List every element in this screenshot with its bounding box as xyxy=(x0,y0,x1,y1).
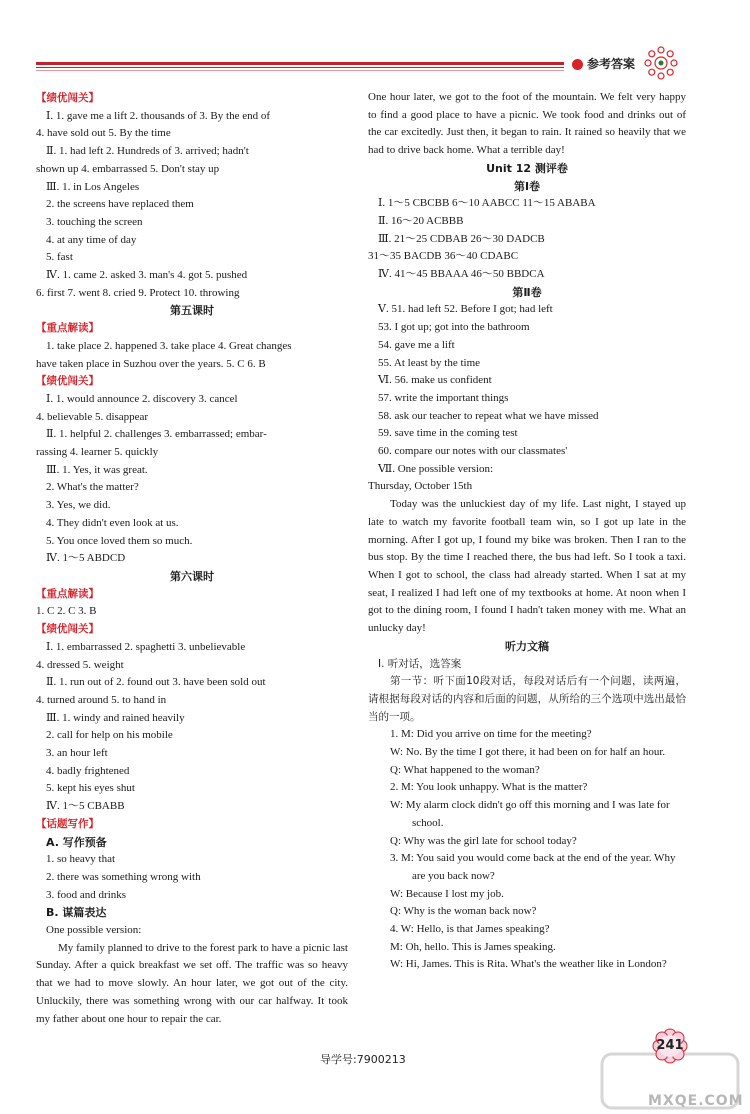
listening-instructions: 第一节：听下面10段对话，每段对话后有一个问题，读两遍，请根据每段对话的内容和后面的问题，从所给的三个选项中选出最恰当的一项。 xyxy=(368,675,686,723)
unit-heading: Unit 12 测评卷 xyxy=(486,161,568,175)
answer-line: 1. take place 2. happened 3. take place 4. Great changes xyxy=(46,339,292,352)
section-tag: 【话题写作】 xyxy=(36,817,99,830)
dialogue-line: 3. M: You said you would come back at the end of the year. Why are you back now? xyxy=(390,852,676,882)
dialogue-line: W: My alarm clock didn't go off this morning and I was late for school. xyxy=(390,799,670,829)
answer-line: Ⅱ. 1. had left 2. Hundreds of 3. arrived; hadn't xyxy=(46,145,249,158)
answer-line: 55. At least by the time xyxy=(378,356,481,369)
dialogue-line: 4. W: Hello, is that James speaking? xyxy=(390,923,550,936)
answer-line: Ⅶ. One possible version: xyxy=(378,462,494,475)
section-tag: 【绩优闯关】 xyxy=(36,623,99,636)
answer-line: 5. kept his eyes shut xyxy=(46,782,135,795)
answer-line: 4. believable 5. disappear xyxy=(36,410,149,423)
dialogue-line: W: Hi, James. This is Rita. What's the weather like in London? xyxy=(390,958,667,971)
answer-line: 4. badly frightened xyxy=(46,764,130,777)
answer-line: 4. turned around 5. to hand in xyxy=(36,693,167,706)
dialogue-line: M: Oh, hello. This is James speaking. xyxy=(390,940,556,953)
answer-line: 58. ask our teacher to repeat what we have missed xyxy=(378,409,599,422)
answer-line: 54. gave me a lift xyxy=(378,338,455,351)
answer-line: 59. save time in the coming test xyxy=(378,427,518,440)
answer-line: Thursday, October 15th xyxy=(368,480,473,493)
dialogue-line: W: Because I lost my job. xyxy=(390,887,504,900)
header-bullet-icon xyxy=(572,59,583,70)
lesson-heading: 第六课时 xyxy=(170,569,214,583)
dialogue-line: Q: What happened to the woman? xyxy=(390,763,540,776)
answer-line: 4. They didn't even look at us. xyxy=(46,516,179,529)
section-tag: 【绩优闯关】 xyxy=(36,375,99,388)
subsection-heading: A. 写作预备 xyxy=(46,835,107,849)
answer-line: rassing 4. learner 5. quickly xyxy=(36,446,159,459)
watermark-text: MXQE.COM xyxy=(648,1093,744,1109)
answer-line: 2. What's the matter? xyxy=(46,481,139,494)
answer-line: 3. touching the screen xyxy=(46,215,143,228)
answer-line: have taken place in Suzhou over the years. 5. C 6. B xyxy=(36,357,266,370)
answer-line: Ⅰ. 1. would announce 2. discovery 3. cancel xyxy=(46,392,238,405)
answer-line: Ⅲ. 1. Yes, it was great. xyxy=(46,463,148,476)
answer-line: 2. the screens have replaced them xyxy=(46,198,194,211)
answer-line: Ⅰ. 1. embarrassed 2. spaghetti 3. unbelievable xyxy=(46,640,246,653)
section-tag: 【重点解读】 xyxy=(36,322,99,335)
answer-line: 3. food and drinks xyxy=(46,888,127,901)
lesson-heading: 第五课时 xyxy=(170,304,214,318)
answer-line: 3. an hour left xyxy=(46,747,108,760)
answer-line: 2. there was something wrong with xyxy=(46,870,201,883)
left-column xyxy=(36,90,348,1028)
dialogue-line: Q: Why is the woman back now? xyxy=(390,905,537,918)
answer-line: 31～35 BACDB 36～40 CDABC xyxy=(368,250,519,263)
answer-line: 6. first 7. went 8. cried 9. Protect 10. throwing xyxy=(36,286,240,299)
answer-line: 4. at any time of day xyxy=(46,233,137,246)
dialogue-line: 2. M: You look unhappy. What is the matter? xyxy=(390,781,588,794)
answer-line: Ⅵ. 56. make us confident xyxy=(378,374,492,387)
answer-line: Ⅱ. 16～20 ACBBB xyxy=(378,214,464,227)
page-number: 241 xyxy=(656,1038,684,1053)
answer-line: 1. C 2. C 3. B xyxy=(36,605,97,618)
answer-line: 1. so heavy that xyxy=(46,853,116,866)
answer-line: 5. You once loved them so much. xyxy=(46,534,193,547)
answer-line: 57. write the important things xyxy=(378,391,509,404)
part-heading: 第Ⅱ卷 xyxy=(512,285,542,299)
footer-code: 导学号:7900213 xyxy=(320,1053,406,1066)
answer-line: Ⅰ. 1～5 CBCBB 6～10 AABCC 11～15 ABABA xyxy=(378,197,596,210)
answer-line: 4. have sold out 5. By the time xyxy=(36,127,171,140)
essay-paragraph: My family planned to drive to the forest park to have a picnic last Sunday. After a quick breakfast we set off. The traffic was so heavy that we had to move slowly. An hour later, we got out of the city. Unluckily, there was something wrong with our car halfway. It took my father about one hour to repair the car. xyxy=(36,941,348,1025)
dialogue-line: 1. M: Did you arrive on time for the meeting? xyxy=(390,728,592,741)
dialogue-line: Q: Why was the girl late for school today? xyxy=(390,834,577,847)
answer-line: Ⅰ. 1. gave me a lift 2. thousands of 3. By the end of xyxy=(46,109,270,122)
answer-line: Ⅳ. 1～5 ABDCD xyxy=(46,552,126,565)
header-rule-thin xyxy=(36,67,564,68)
header-rule-light xyxy=(36,70,564,71)
answer-line: 5. fast xyxy=(46,251,73,264)
answer-line: 2. call for help on his mobile xyxy=(46,729,173,742)
dialogue-line: W: No. By the time I got there, it had been on for half an hour. xyxy=(390,746,666,759)
header-title: 参考答案 xyxy=(587,57,636,71)
listening-heading: 听力文稿 xyxy=(505,639,549,653)
answer-line: Ⅱ. 1. helpful 2. challenges 3. embarrassed; embar- xyxy=(46,428,267,441)
answer-line: Ⅳ. 41～45 BBAAA 46～50 BBDCA xyxy=(378,268,545,281)
answer-line: 4. dressed 5. weight xyxy=(36,658,124,671)
section-tag: 【绩优闯关】 xyxy=(36,92,99,104)
answer-line: 60. compare our notes with our classmates' xyxy=(378,445,568,458)
answer-line: Ⅳ. 1. came 2. asked 3. man's 4. got 5. pushed xyxy=(46,269,248,282)
answer-line: 3. Yes, we did. xyxy=(46,499,111,512)
listening-section: Ⅰ. 听对话，选答案 xyxy=(378,657,462,670)
answer-line: shown up 4. embarrassed 5. Don't stay up xyxy=(36,162,220,175)
answer-line: One possible version: xyxy=(46,924,142,937)
answer-line: Ⅲ. 1. windy and rained heavily xyxy=(46,711,185,724)
answer-line: Ⅲ. 21～25 CDBAB 26～30 DADCB xyxy=(378,232,545,245)
answer-line: Ⅲ. 1. in Los Angeles xyxy=(46,180,140,193)
answer-line: Ⅳ. 1～5 CBABB xyxy=(46,800,125,813)
part-heading: 第Ⅰ卷 xyxy=(513,179,541,193)
answer-line: 53. I got up; got into the bathroom xyxy=(378,321,530,334)
essay-paragraph: One hour later, we got to the foot of the mountain. We felt very happy to find a good place to have a picnic. We took food and drinks out of the car excitedly. Just then, it began to rain. It rained so heavily that we had to drive back home. What a terrible day! xyxy=(368,91,686,157)
right-column xyxy=(368,89,686,974)
answer-line: Ⅴ. 51. had left 52. Before I got; had left xyxy=(378,303,553,316)
flower-logo-icon xyxy=(642,44,680,82)
header-rule-thick xyxy=(36,62,564,65)
answer-line: Ⅱ. 1. run out of 2. found out 3. have been sold out xyxy=(46,676,266,689)
essay-paragraph: Today was the unluckiest day of my life. Last night, I stayed up late to watch my favorite football team win, so I got up late in the morning. After I got up, I found my bike was broken. Then I ran to the bus stop. By the time I reached there, the bus had left. So I took a taxi. When I got to school, the class had already started. When I sat at my seat, I realized I had left one of my textbooks at home. At noon when I got to the dining room, I found I hadn't taken money with me. What an unlucky day! xyxy=(368,498,686,635)
subsection-heading: B. 谋篇表达 xyxy=(46,906,107,920)
section-tag: 【重点解读】 xyxy=(36,587,99,600)
